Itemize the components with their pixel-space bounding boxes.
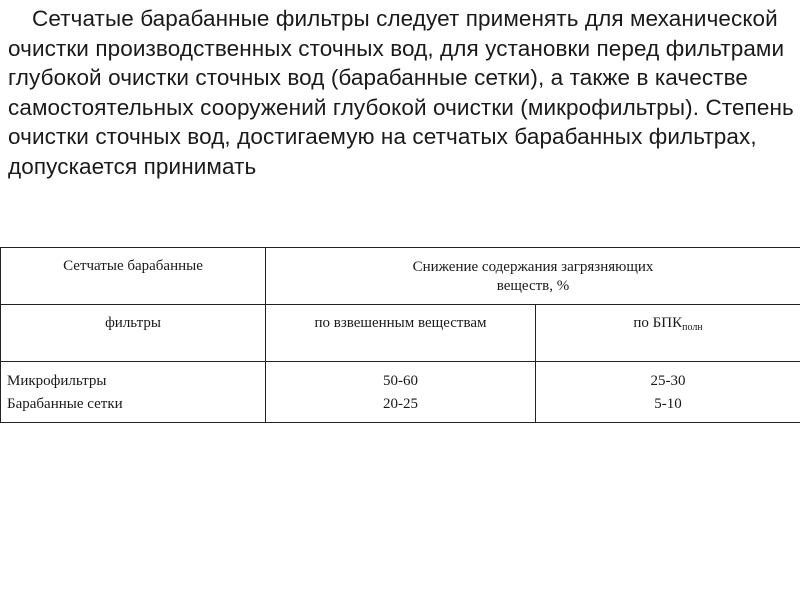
- table-row: [1, 362, 800, 423]
- suspended-value: 50-60: [383, 373, 418, 389]
- bod-values-cell: [536, 362, 800, 423]
- header-filters-cell: [1, 248, 266, 305]
- filter-names-cell: [1, 362, 266, 423]
- subheader-filters-cell: [1, 305, 266, 362]
- filter-name: Барабанные сетки: [7, 396, 123, 412]
- subheader-suspended-cell: [266, 305, 536, 362]
- header-reduction-line1: Снижение содержания загрязняющих: [412, 259, 654, 275]
- header-filters-label: Сетчатые барабанные: [63, 258, 203, 274]
- subheader-suspended-label: по взвешенным веществам: [314, 315, 487, 331]
- filter-name: Микрофильтры: [7, 373, 107, 389]
- suspended-value: 20-25: [383, 396, 418, 412]
- subheader-bod-subscript: полн: [682, 322, 703, 333]
- bod-value: 25-30: [650, 373, 686, 389]
- filtration-table: [0, 247, 800, 423]
- subheader-filters-label: фильтры: [105, 315, 161, 331]
- header-reduction-cell: [266, 248, 800, 305]
- body-paragraph: Сетчатые барабанные фильтры следует применять для механической очистки производственных сточных вод, для установки перед фильтрами глубокой очистки сточных вод (барабанные сетки), а также в качестве самостоятельных сооружений глубокой очистки (микрофильтры). Степень очистки сточных вод, достигаемую на сетчатых барабанных фильтрах, допускается принимать: [8, 6, 794, 179]
- subheader-bod-label: по БПК: [633, 315, 683, 331]
- suspended-values-cell: [266, 362, 536, 423]
- table-subheader-row: [1, 305, 800, 362]
- header-reduction-line2: веществ, %: [496, 278, 570, 294]
- bod-value: 5-10: [654, 396, 682, 412]
- subheader-bod-cell: [536, 305, 800, 362]
- table-header-row: [1, 248, 800, 305]
